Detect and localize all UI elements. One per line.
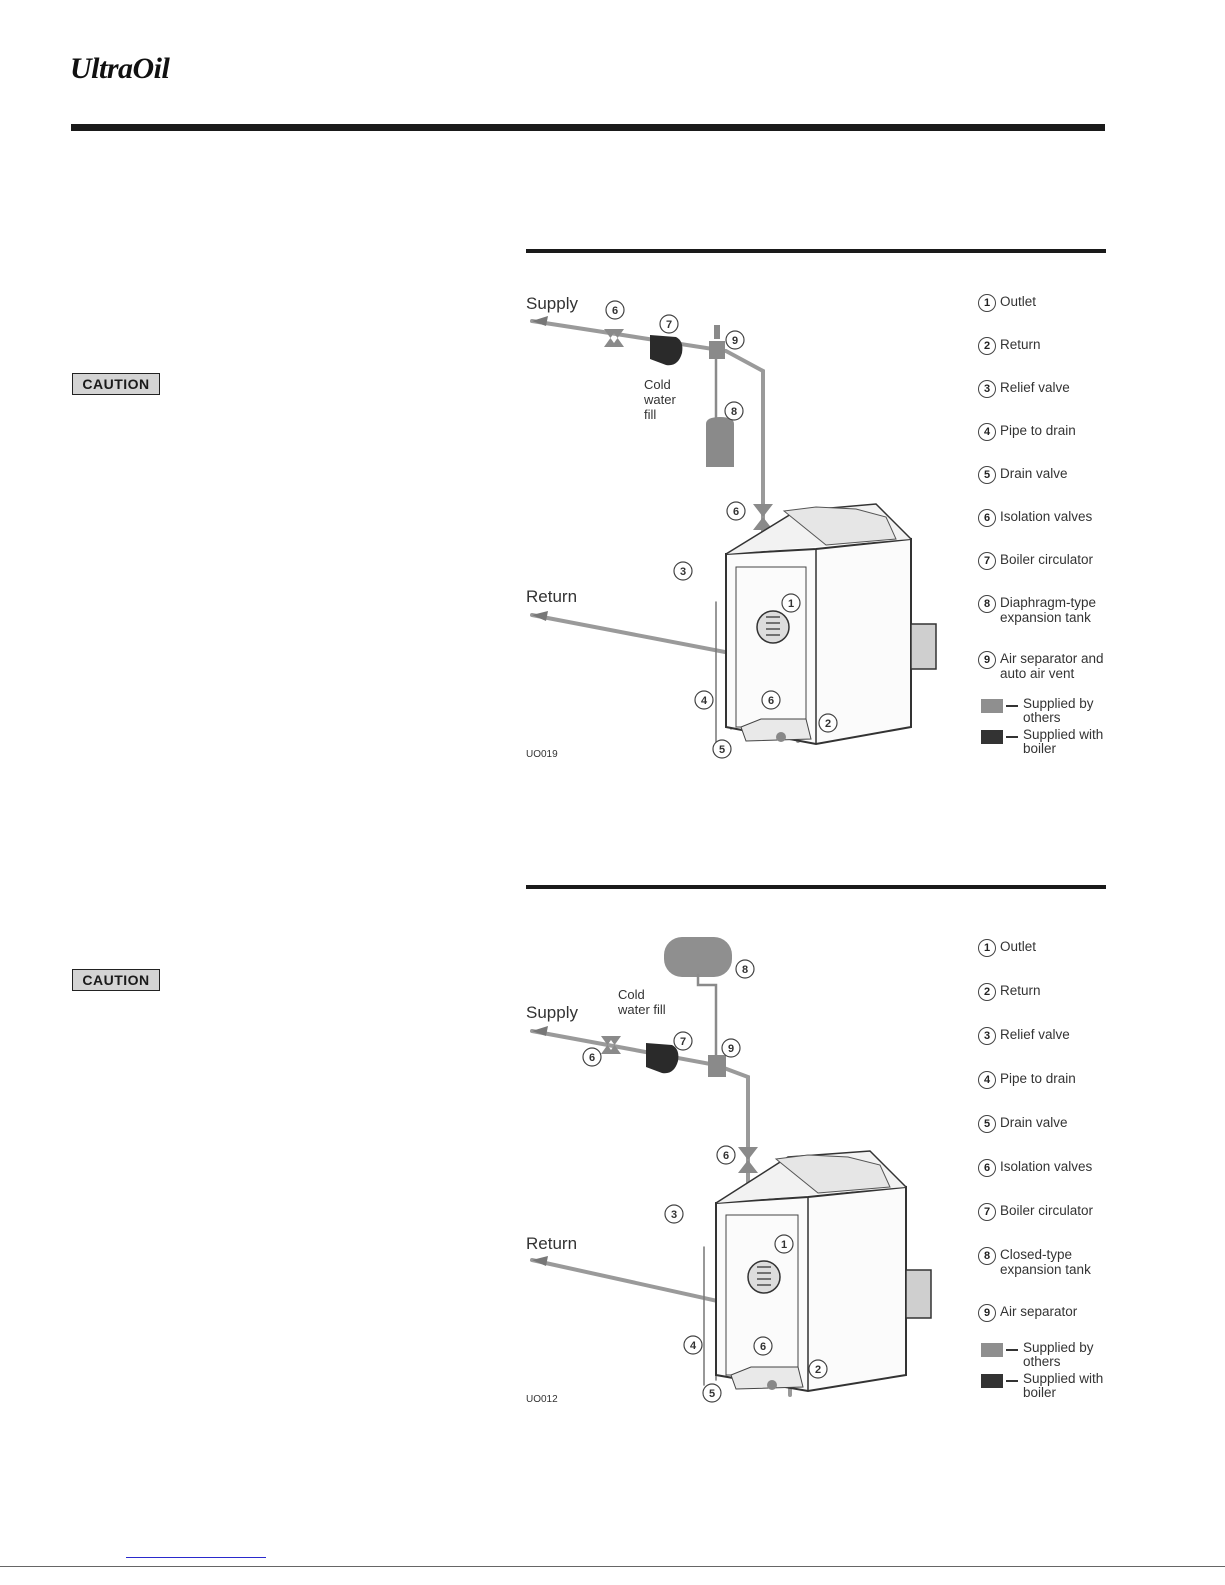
return-label: Return	[526, 1234, 578, 1253]
svg-text:1: 1	[787, 598, 795, 610]
svg-text:6: 6	[732, 506, 740, 518]
svg-text:6: 6	[588, 1052, 596, 1064]
supply-label: Supply	[526, 294, 578, 313]
svg-text:4: 4	[689, 1340, 697, 1352]
svg-text:2: 2	[824, 718, 832, 730]
svg-text:2: 2	[814, 1364, 822, 1376]
piping-drawing	[526, 885, 976, 1410]
circulator-icon	[650, 335, 682, 365]
svg-text:6: 6	[722, 1150, 730, 1162]
return-arrow-icon	[532, 1256, 548, 1266]
return-arrow-icon	[532, 611, 548, 621]
caution-badge: CAUTION	[72, 969, 160, 991]
legend: 1 Outlet 2 Return 3 Relief valve 4 Pipe to drain 5 Drain valve 6 Isolation valves 7 Boiler circulator 8 Closed-type expansion tank 9 Air separator Supplied by others Supplied with boiler	[978, 939, 1108, 1409]
svg-text:8: 8	[730, 406, 738, 418]
svg-text:3: 3	[679, 566, 687, 578]
return-label: Return	[526, 587, 578, 606]
cold-water-label: Cold	[644, 377, 671, 392]
svg-text:8: 8	[741, 964, 749, 976]
piping-drawing	[526, 249, 976, 769]
svg-text:9: 9	[727, 1043, 735, 1055]
svg-text:5: 5	[708, 1388, 716, 1400]
boiler-icon	[726, 504, 936, 744]
supply-arrow-icon	[532, 316, 548, 326]
expansion-tank-icon	[664, 937, 732, 977]
svg-text:5: 5	[718, 744, 726, 756]
circulator-icon	[646, 1043, 678, 1073]
supply-label: Supply	[526, 1003, 578, 1022]
legend: 1 Outlet 2 Return 3 Relief valve 4 Pipe to drain 5 Drain valve 6 Isolation valves 7 Boiler circulator 8 Diaphragm-type expansion tank 9 Air separator and auto air vent Supplied by others Supplied with boiler	[978, 294, 1108, 764]
svg-text:6: 6	[611, 305, 619, 317]
caution-badge: CAUTION	[72, 373, 160, 395]
cold-water-label: fill	[644, 407, 657, 422]
air-separator-icon	[708, 1055, 726, 1077]
brand-logo: UltraOil	[70, 52, 170, 85]
isolation-valve-icon	[604, 329, 624, 347]
svg-text:1: 1	[780, 1239, 788, 1251]
figure-code: UO012	[526, 1394, 558, 1405]
cold-water-label: water fill	[618, 1002, 666, 1017]
cold-water-label: water	[644, 392, 676, 407]
svg-text:6: 6	[759, 1341, 767, 1353]
piping-diagram-1	[526, 249, 1106, 769]
svg-text:9: 9	[731, 335, 739, 347]
air-separator-icon	[709, 341, 725, 359]
header-rule	[71, 124, 1105, 131]
svg-text:7: 7	[679, 1036, 687, 1048]
svg-text:3: 3	[670, 1209, 678, 1221]
cold-water-label: Cold	[618, 987, 645, 1002]
expansion-tank-icon	[706, 417, 734, 467]
svg-text:4: 4	[700, 695, 708, 707]
svg-text:6: 6	[767, 695, 775, 707]
svg-text:7: 7	[665, 319, 673, 331]
boiler-icon	[716, 1151, 931, 1391]
footer-rule	[0, 1566, 1225, 1567]
piping-diagram-2	[526, 885, 1106, 1410]
page-link-underline[interactable]	[126, 1557, 266, 1558]
figure-code: UO019	[526, 749, 558, 760]
isolation-valve-icon	[738, 1147, 758, 1173]
